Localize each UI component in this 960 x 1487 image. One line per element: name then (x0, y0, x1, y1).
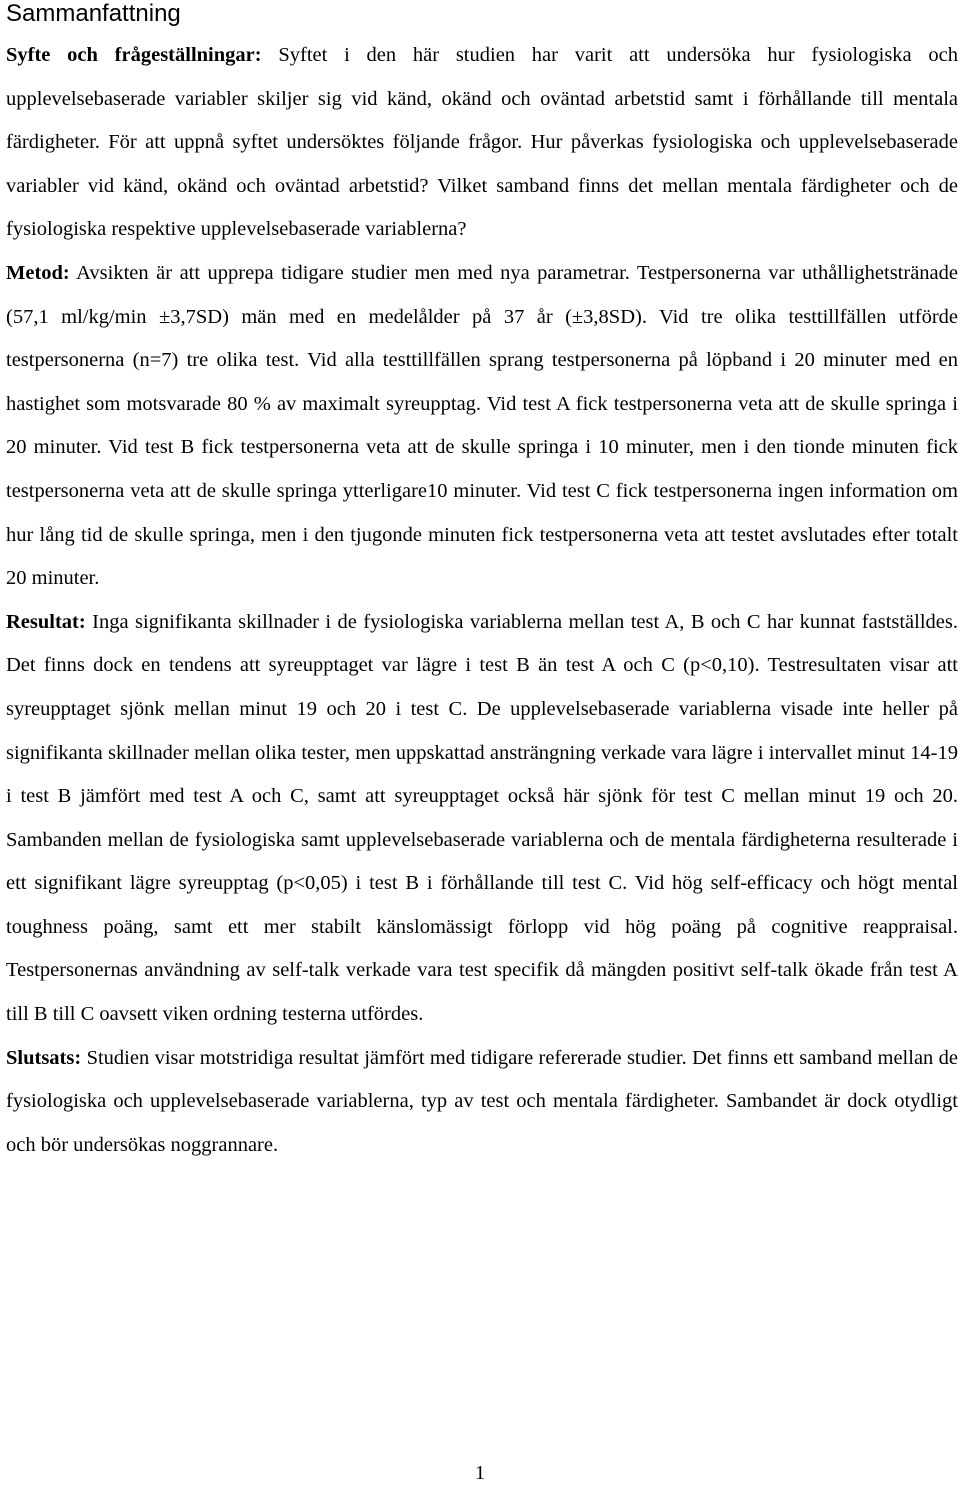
section-text: Studien visar motstridiga resultat jämfört med tidigare refererade studier. Det finns ett samband mellan de fysiologiska och upplevelsebaserade variablerna, typ av test och mentala färdigheter. Sambandet är dock otydligt och bör undersökas noggrannare. (6, 1046, 959, 1156)
section-text: Avsikten är att upprepa tidigare studier men med nya parametrar. Testpersonerna var uthållighetstränade (57,1 ml/kg/min ±3,7SD) män med en medelålder på 37 år (±3,8SD). Vid tre olika testtillfällen utförde testpersonerna (n=7) tre olika test. Vid alla testtillfällen sprang testpersonerna på löpband i 20 minuter med en hastighet som motsvarade 80 % av maximalt syreupptag. Vid test A fick testpersonerna veta att de skulle springa i 20 minuter. Vid test B fick testpersonerna veta att de skulle springa i 10 minuter, men i den tionde minuten fick testpersonerna veta att de skulle springa ytterligare10 minuter. Vid test C fick testpersonerna ingen information om hur lång tid de skulle springa, men i den tjugonde minuten fick testpersonerna veta att testet avslutades efter totalt 20 minuter. (6, 261, 958, 590)
section-purpose (6, 34, 958, 252)
section-method (6, 252, 958, 601)
section-label: Slutsats: (6, 1046, 82, 1069)
section-conclusion (6, 1037, 958, 1168)
section-results (6, 601, 958, 1037)
abstract-body (6, 34, 958, 1167)
section-label: Metod: (6, 261, 70, 284)
page-title: Sammanfattning (6, 0, 181, 27)
section-text: Syftet i den här studien har varit att undersöka hur fysiologiska och upplevelsebaserade variabler skiljer sig vid känd, okänd och oväntad arbetstid samt i förhållande till mentala färdigheter. För att uppnå syftet undersöktes följande frågor. Hur påverkas fysiologiska och upplevelsebaserade variabler vid känd, okänd och oväntad arbetstid? Vilket samband finns det mellan mentala färdigheter och de fysiologiska respektive upplevelsebaserade variablerna? (6, 44, 958, 241)
page-number: 1 (475, 1462, 485, 1484)
section-text: Inga signifikanta skillnader i de fysiologiska variablerna mellan test A, B och C har kunnat fastställdes. Det finns dock en tendens att syreupptaget var lägre i test B än test A och C (p<0,10). Testresultaten visar att syreupptaget sjönk mellan minut 19 och 20 i test C. De upplevelsebaserade variablerna visade inte heller på signifikanta skillnader mellan olika tester, men uppskattad ansträngning verkade vara lägre i intervallet minut 14-19 i test B jämfört med test A och C, samt att syreupptaget också här sjönk för test C mellan minut 19 och 20. Sambanden mellan de fysiologiska samt upplevelsebaserade variablerna och de mentala färdigheterna resulterade i ett signifikant lägre syreupptag (p<0,05) i test B i förhållande till test C. Vid hög self-efficacy och högt mental toughness poäng, samt ett mer stabilt känslomässigt förlopp vid hög poäng på cognitive reappraisal. Testpersonernas användning av self-talk verkade vara test specifik då mängden positivt self-talk ökade från test A till B till C oavsett viken ordning testerna utfördes. (6, 610, 959, 1026)
section-label: Resultat: (6, 610, 86, 633)
section-label: Syfte och frågeställningar: (6, 44, 262, 66)
